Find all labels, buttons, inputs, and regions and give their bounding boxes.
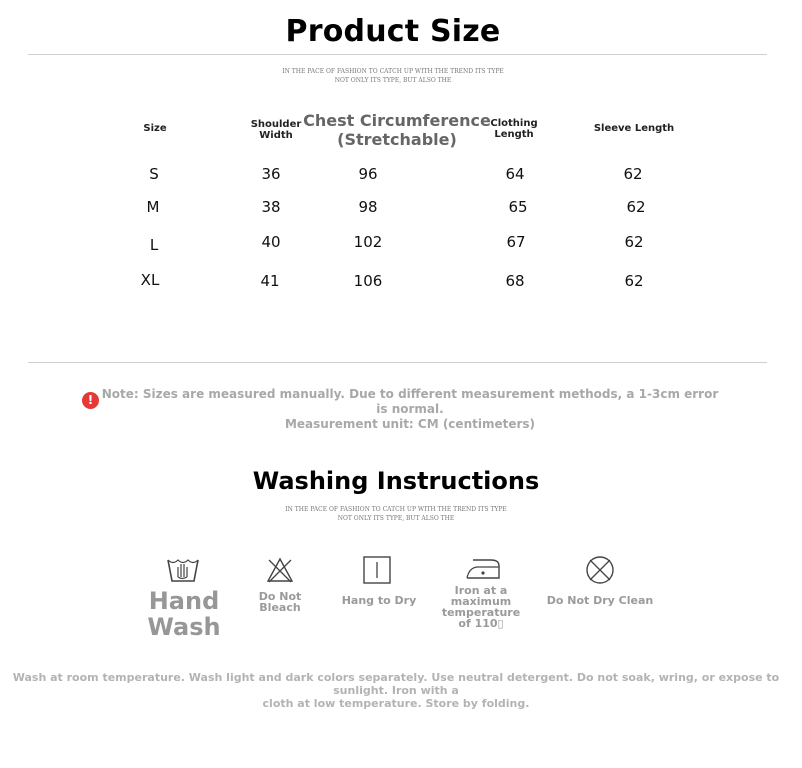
note-line1: Note: Sizes are measured manually. Due to different measurement methods, a 1-3cm error is normal.: [101, 387, 719, 416]
cell-shoulder: 38: [261, 198, 281, 216]
cell-length: 68: [505, 272, 525, 290]
cell-chest: 98: [358, 198, 378, 216]
header-size: Size: [143, 123, 167, 134]
measurement-note: [100, 387, 720, 432]
warning-icon: !: [82, 392, 99, 409]
no-bleach-line1: Do Not: [258, 590, 302, 603]
no-bleach-label: [250, 591, 310, 613]
iron-label: [440, 585, 522, 629]
cell-size: XL: [140, 271, 160, 289]
note-line2: Measurement unit: CM (centimeters): [284, 417, 536, 431]
header-chest-line1: Chest Circumference: [303, 111, 491, 130]
hang-dry-label: Hang to Dry: [341, 594, 417, 607]
iron-line3: temperature: [441, 606, 521, 619]
header-clothing-length: [479, 118, 549, 140]
header-clothing-line2: Length: [494, 129, 534, 140]
cell-size: M: [146, 198, 160, 216]
washing-tagline: [0, 505, 792, 523]
hand-wash-label: Hand Wash: [147, 587, 221, 641]
washing-tagline-line2: NOT ONLY ITS TYPE, BUT ALSO THE: [337, 515, 455, 522]
mid-divider: [28, 362, 767, 363]
cell-shoulder: 36: [261, 165, 281, 183]
header-chest-line2: (Stretchable): [337, 130, 457, 149]
no-dry-clean-icon: [585, 555, 615, 585]
size-tagline-line2: NOT ONLY ITS TYPE, BUT ALSO THE: [334, 77, 452, 84]
iron-line2: maximum: [450, 595, 512, 608]
washing-title: Washing Instructions: [252, 467, 540, 495]
cell-length: 65: [508, 198, 528, 216]
header-shoulder-line1: Shoulder: [250, 119, 302, 130]
cell-sleeve: 62: [623, 165, 643, 183]
no-bleach-icon: [266, 557, 294, 583]
iron-line4: of 110▯: [458, 617, 504, 630]
cell-sleeve: 62: [624, 272, 644, 290]
cell-sleeve: 62: [626, 198, 646, 216]
care-line1: Wash at room temperature. Wash light and dark colors separately. Use neutral detergent. Do not soak, wring, or expose to sunlight. Iron with a: [12, 671, 780, 697]
cell-length: 67: [506, 233, 526, 251]
cell-length: 64: [505, 165, 525, 183]
washing-tagline-line1: IN THE PACE OF FASHION TO CATCH UP WITH THE TREND ITS TYPE: [285, 506, 507, 513]
header-chest: [302, 111, 492, 149]
cell-chest: 102: [353, 233, 383, 251]
header-clothing-line1: Clothing: [490, 118, 538, 129]
cell-shoulder: 40: [261, 233, 281, 251]
hang-dry-icon: [363, 556, 391, 584]
care-instructions: [10, 671, 782, 710]
no-bleach-line2: Bleach: [259, 601, 301, 614]
cell-chest: 96: [358, 165, 378, 183]
cell-shoulder: 41: [260, 272, 280, 290]
care-line2: cloth at low temperature. Store by folding.: [262, 697, 530, 710]
cell-chest: 106: [353, 272, 383, 290]
iron-icon: [465, 558, 501, 580]
size-tagline-line1: IN THE PACE OF FASHION TO CATCH UP WITH THE TREND ITS TYPE: [282, 68, 504, 75]
no-dry-clean-label: Do Not Dry Clean: [546, 594, 654, 607]
page-title: Product Size: [285, 14, 501, 49]
iron-line1: Iron at a: [454, 584, 508, 597]
header-shoulder-line2: Width: [259, 130, 293, 141]
cell-size: S: [149, 165, 159, 183]
header-sleeve-length: Sleeve Length: [593, 123, 675, 134]
cell-sleeve: 62: [624, 233, 644, 251]
top-divider: [28, 54, 767, 55]
size-tagline: [0, 67, 786, 85]
cell-size: L: [149, 236, 159, 254]
hand-wash-icon: [166, 553, 200, 583]
